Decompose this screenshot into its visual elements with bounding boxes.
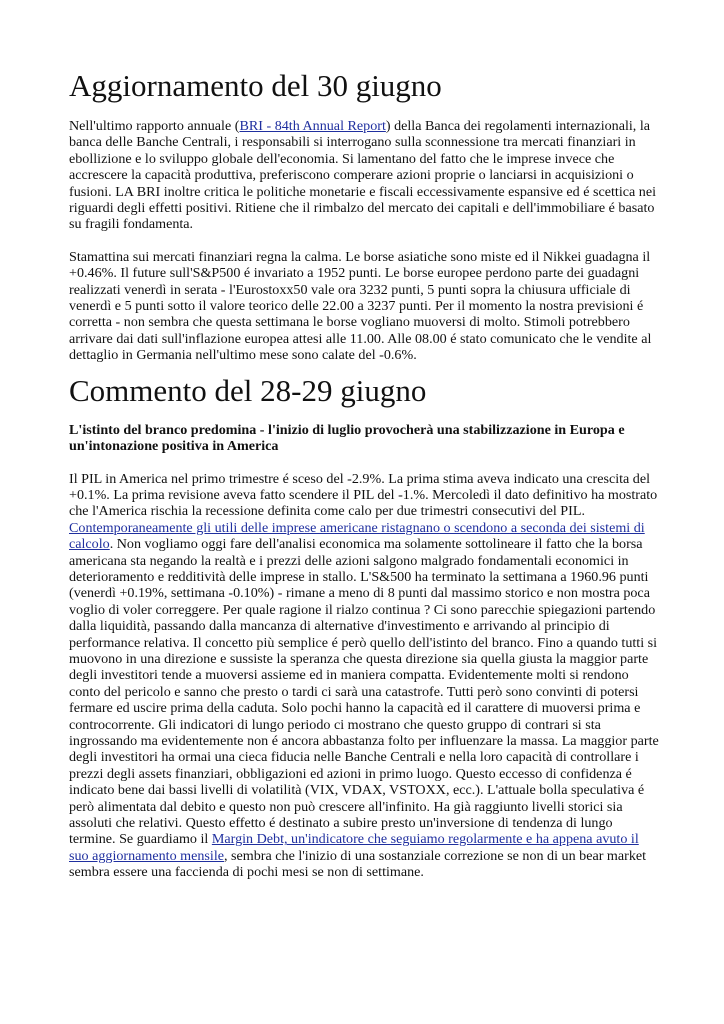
bri-report-link[interactable]: BRI - 84th Annual Report <box>239 118 386 134</box>
section-title-comment: Commento del 28-29 giugno <box>69 372 427 408</box>
paragraph-pil-analysis <box>69 471 659 881</box>
article <box>69 66 659 881</box>
margin-debt-link[interactable]: Margin Debt, un'indicatore che seguiamo regolarmente e ha appena avuto il suo aggiornamento mensile <box>69 831 639 864</box>
paragraph-text: Il PIL in America nel primo trimestre é sceso del -2.9%. La prima stima aveva indicato una crescita del +0.1%. La prima revisione aveva fatto scendere il PIL del -1.%. Mercoledì il dato definitivo ha mostrato che l'America rischia la recessione definita come calo per due trimestri consecutivi del PIL. <box>69 470 658 520</box>
paragraph-text: ) della Banca dei regolamenti internazionali, la banca delle Banche Centrali, i responsabili si interrogano sulla sconnessione tra mercati finanziari in ebollizione e lo sviluppo globale dell'economia. Si lamentano del fatto che le imprese invece che accrescere la capacità produttiva, preferiscono comperare azioni proprie o lanciarsi in acquisizioni o fusioni. LA BRI inoltre critica le politiche monetarie e fiscali eccessivamente espansive ed é scettica nei riguardi degli effetti positivi. Ritiene che il rimbalzo del mercato dei capitali e dell'immobiliare é basato su fragili fondamenta. <box>69 118 657 233</box>
corporate-profits-link[interactable]: Contemporaneamente gli utili delle imprese americane ristagnano o scendono a seconda dei sistemi di calcolo <box>69 519 645 553</box>
paragraph-text: . Non vogliamo oggi fare dell'analisi economica ma solamente sottolineare il fatto che la borsa americana sta negando la realtà e i prezzi delle azioni salgono malgrado fondamentali economici in deterioramento e redditività delle imprese in stallo. L'S&500 ha terminato la settimana a 1960.96 punti (venerdì +0.19%, settimana -0.10%) - rimane a meno di 8 punti dal massimo storico e non mostra poca voglio di voler correggere. Per quale ragione il rialzo continua ? Ci sono parecchie spiegazioni partendo dalla liquidità, passando dalla mancanza di alternative d'investimento e arrivando al principio di performance relativa. Il concetto più semplice é però quello dell'istinto del branco. Fino a quando tutti si muovono in una direzione e sussiste la speranza che questa direzione sia quella giusta la maggior parte degli investitori tende a muoversi assieme ed in maniera compatta. Evidentemente molti si rendono conto del pericolo e sanno che presto o tardi ci sarà una catastrofe. Tutti però sono convinti di potersi fermare ed uscire prima della caduta. Solo pochi hanno la capacità ed il carattere di muoversi prima e controcorrente. Gli indicatori di lungo periodo ci mostrano che questo gruppo di contrari si sta ingrossando ma evidentemente non é ancora abbastanza folto per influenzare la massa. La maggior parte degli investitori ha ormai una cieca fiducia nelle Banche Centrali e nella loro capacità di controllare i prezzi degli assets finanziari, obbligazioni ed azioni in primo luogo. Questo eccesso di confidenza é indicato bene dai bassi livelli di volatilità (VIX, VDAX, VSTOXX, ecc.). L'attuale bolla speculativa é però alimentata dal debito e questo non può crescere all'infinito. Ha già raggiunto livelli storici sia assoluti che relativi. Questo effetto é destinato a subire presto un'inversione di tendenza di lungo termine. Se guardiamo il <box>69 536 659 848</box>
paragraph-text: Nell'ultimo rapporto annuale ( <box>69 118 240 134</box>
paragraph-bri-report <box>69 118 659 233</box>
paragraph-text: , sembra che l'inizio di una sostanziale correzione se non di un bear market sembra essere una faccienda di pochi mesi se non di settimane. <box>69 847 647 881</box>
paragraph-markets-morning: Stamattina sui mercati finanziari regna la calma. Le borse asiatiche sono miste ed il Nikkei guadagna il +0.46%. Il future sull'S&P500 é invariato a 1952 punti. Le borse europee perdono parte dei guadagni realizzati venerdì in serata - l'Eurostoxx50 vale ora 3232 punti, 5 punti sopra la chiusura ufficiale di venerdì e 5 punti sotto il valore teorico delle 22.00 a 3237 punti. Per il momento la nostra previsioni é corretta - non sembra che questa settimana le borse vogliano muoversi di molto. Stimoli potrebbero arrivare dai dati sull'inflazione europea attesi alle 11.00. Alle 08.00 é stato comunicato che le vendite al dettaglio in Germania nell'ultimo mese sono calate del -0.6%. <box>69 248 652 364</box>
section-subtitle: L'istinto del branco predomina - l'inizio di luglio provocherà una stabilizzazione in Europa e un'intonazione positiva in America <box>69 421 625 455</box>
section-title-update: Aggiornamento del 30 giugno <box>69 68 442 103</box>
